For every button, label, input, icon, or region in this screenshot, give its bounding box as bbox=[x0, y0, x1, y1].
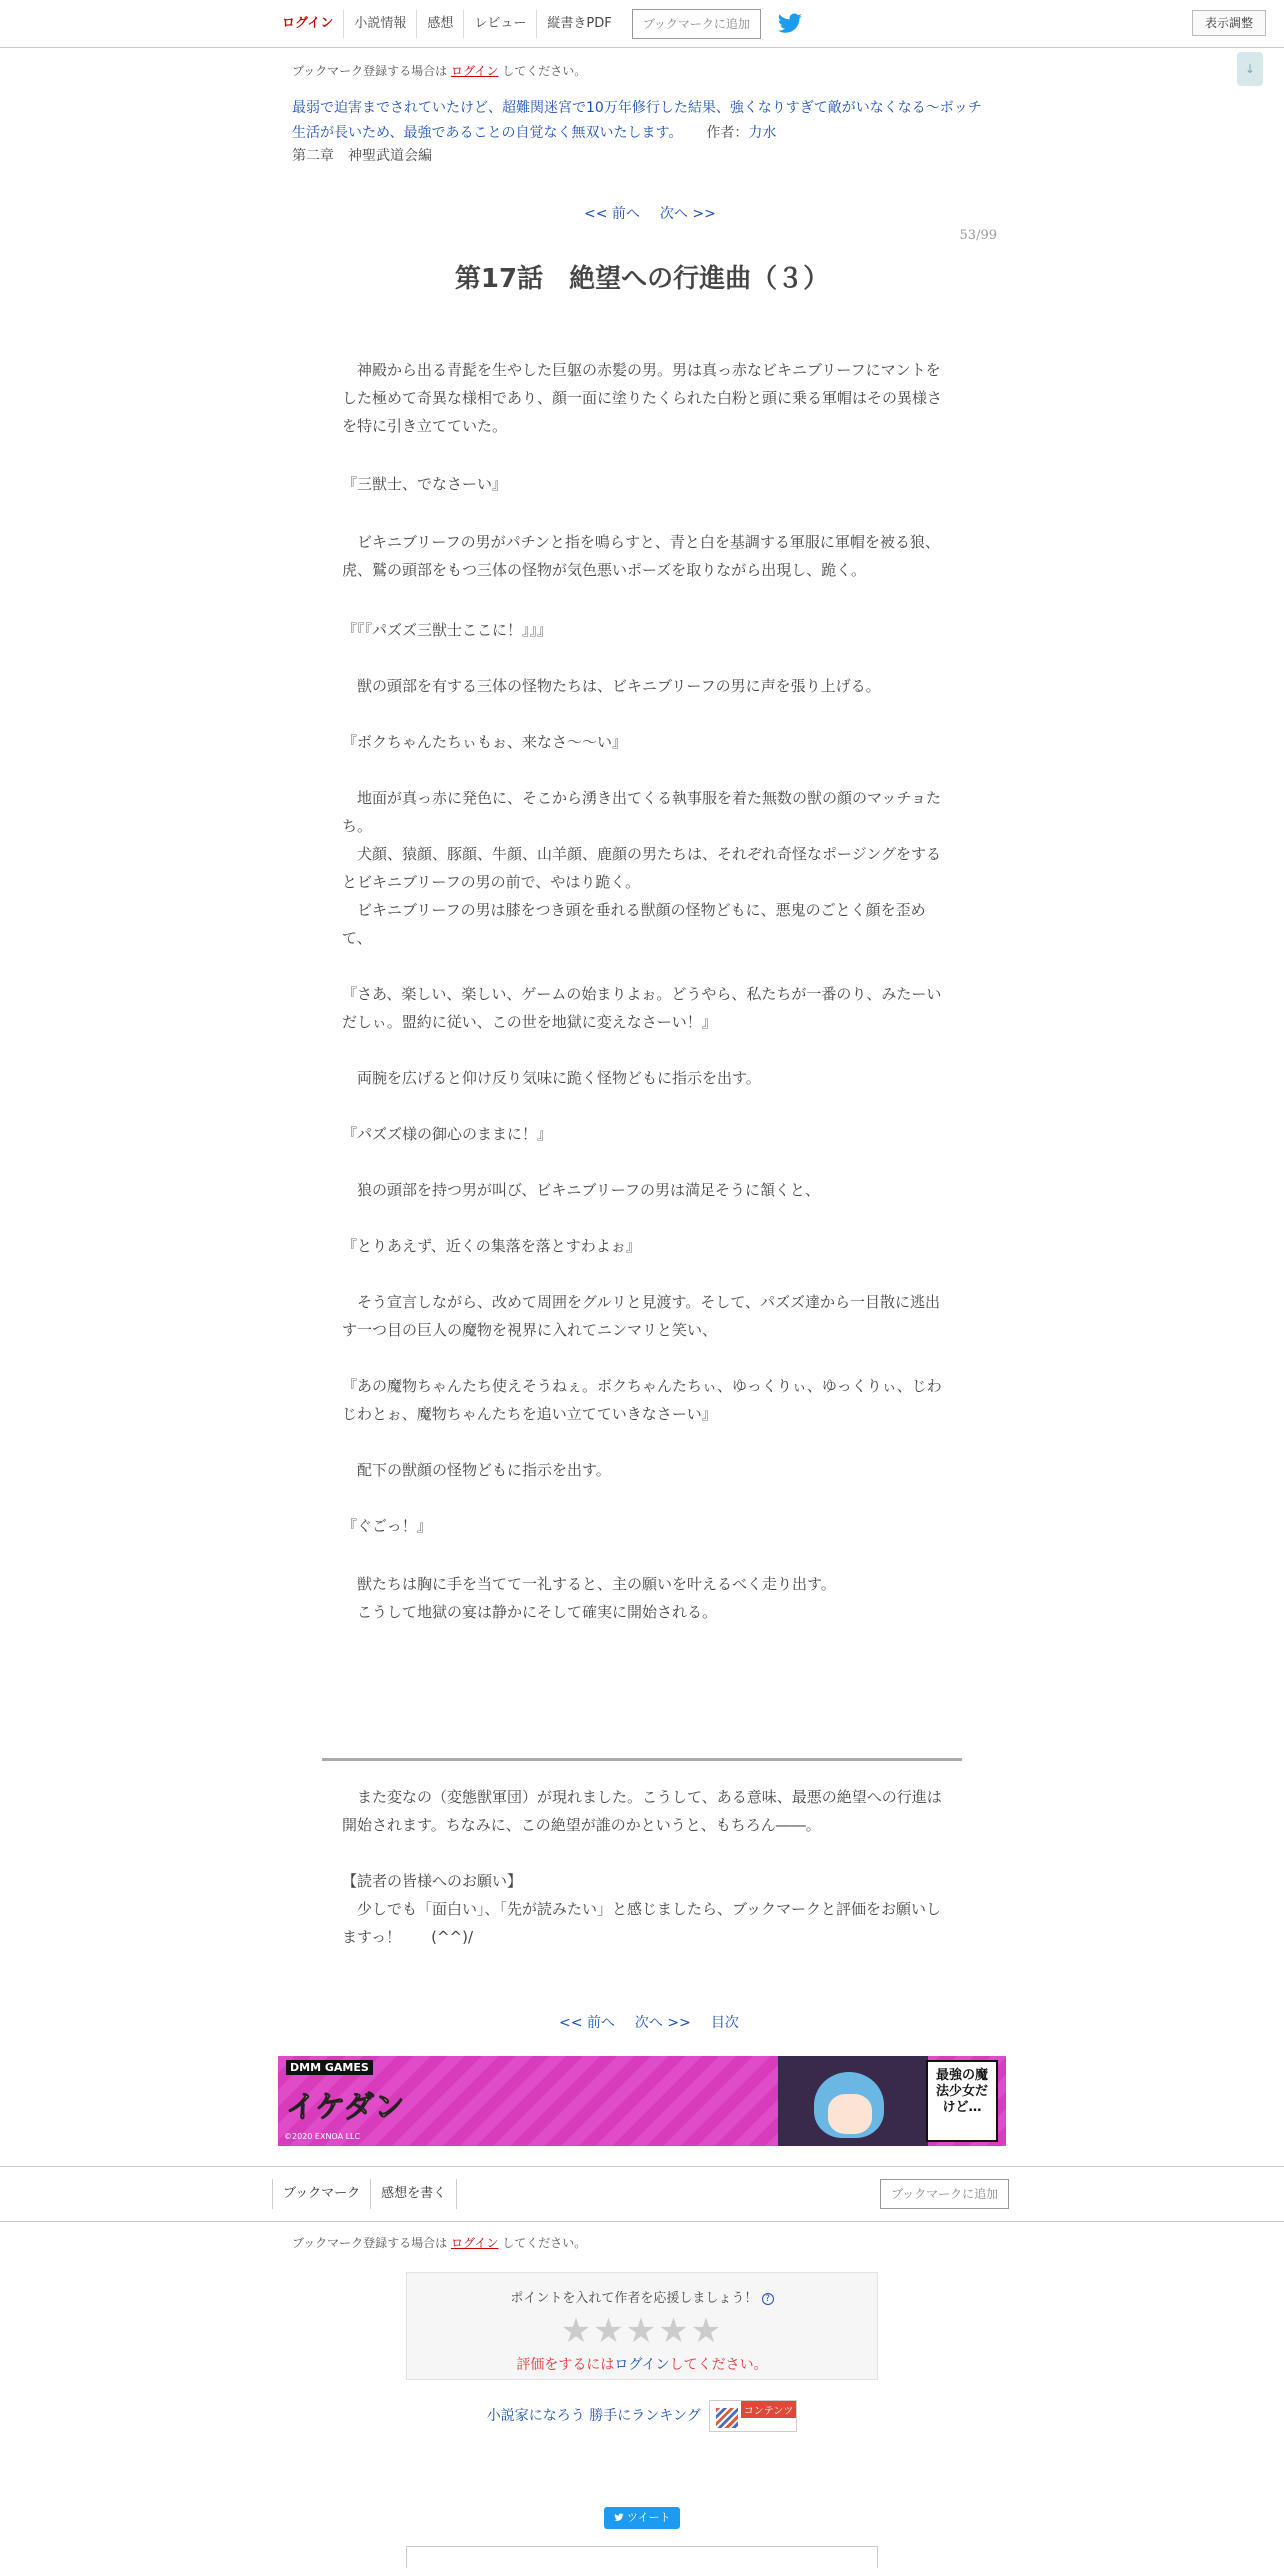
tweet-bird-icon bbox=[614, 2513, 624, 2522]
body-paragraph: 神殿から出る青髭を生やした巨躯の赤髪の男。男は真っ赤なビキニブリーフにマントをした極めて奇異な様相であり、顔一面に塗りたくられた白粉と頭に乗る軍帽はその異様さを特に引き立てていた。 bbox=[342, 361, 943, 435]
display-settings-button[interactable]: 表示調整 bbox=[1192, 10, 1266, 36]
bookmark-add-button[interactable]: ブックマークに追加 bbox=[632, 9, 761, 39]
ranking-row bbox=[0, 2400, 1284, 2432]
top-navigation bbox=[0, 0, 1284, 48]
prev-link[interactable]: << 前へ bbox=[584, 206, 640, 222]
next-link[interactable]: 次へ >> bbox=[659, 206, 716, 222]
page-number: 53/99 bbox=[959, 228, 997, 243]
rating-box bbox=[406, 2272, 878, 2380]
tweet-label: ツイート bbox=[627, 2511, 671, 2524]
body-paragraph: 『ボクちゃんたちぃもぉ、来なさ～～い』 bbox=[342, 733, 628, 751]
twitter-bird-icon[interactable] bbox=[777, 13, 803, 35]
next-link-bottom[interactable]: 次へ >> bbox=[634, 2015, 691, 2031]
pager-top bbox=[584, 203, 716, 223]
body-paragraph: 地面が真っ赤に発色に、そこから湧き出てくる執事服を着た無数の獣の顔のマッチョたち。 犬顔、猿顔、豚顔、牛顔、山羊顔、鹿顔の男たちは、それぞれ奇怪なポージングをするとビキニブリーフの男の前で、やはり跪く。 ビキニブリーフの男は膝をつき頭を垂れる獣顔の怪物どもに、悪鬼のごとく顔を歪めて、 bbox=[342, 789, 942, 947]
body-paragraph: 『三獣士、でなさーい』 bbox=[342, 475, 508, 493]
body-paragraph: 獣の頭部を有する三体の怪物たちは、ビキニブリーフの男に声を張り上げる。 bbox=[342, 677, 881, 695]
ad-maker-logo: DMM GAMES bbox=[286, 2060, 373, 2075]
body-paragraph: 『あの魔物ちゃんたち使えそうねぇ。ボクちゃんたちぃ、ゆっくりぃ、ゆっくりぃ、じわじわとぉ、魔物ちゃんたちを追い立てていきなさーい』 bbox=[342, 1377, 942, 1423]
login-note-link[interactable]: ログイン bbox=[451, 2236, 499, 2250]
rating-login-link[interactable]: ログイン bbox=[614, 2357, 670, 2373]
vertical-pdf-link[interactable]: 縦書きPDF bbox=[536, 10, 621, 38]
novel-body bbox=[342, 356, 942, 1626]
novel-info-link[interactable]: 小説情報 bbox=[343, 10, 416, 38]
bookmark-link[interactable]: ブックマーク bbox=[272, 2179, 371, 2209]
bookmark-add-button-bottom[interactable]: ブックマークに追加 bbox=[880, 2179, 1009, 2209]
rating-need-prefix: 評価をするには bbox=[516, 2357, 615, 2373]
body-paragraph: 『ぐごっ！』 bbox=[342, 1517, 432, 1535]
novel-title bbox=[292, 96, 992, 146]
tweet-button[interactable] bbox=[604, 2507, 680, 2529]
rating-title-text: ポイントを入れて作者を応援しましょう！ bbox=[510, 2291, 758, 2306]
rating-login-note bbox=[407, 2354, 877, 2374]
ranking-logo-icon bbox=[716, 2408, 738, 2428]
nav-links bbox=[272, 8, 803, 40]
toc-link[interactable]: 目次 bbox=[710, 2015, 739, 2031]
login-note-bottom bbox=[292, 2234, 586, 2251]
ad-brand-logo: イケダン bbox=[286, 2090, 405, 2125]
help-icon[interactable]: ? bbox=[762, 2293, 774, 2305]
login-note-link[interactable]: ログイン bbox=[451, 64, 499, 78]
body-paragraph: そう宣言しながら、改めて周囲をグルリと見渡す。そして、パズズ達から一目散に逃出す一つ目の巨人の魔物を視界に入れてニンマリと笑い、 bbox=[342, 1293, 941, 1339]
write-impression-link[interactable]: 感想を書く bbox=[371, 2179, 457, 2209]
ad-character-image bbox=[778, 2056, 928, 2146]
afterword bbox=[342, 1783, 942, 1951]
ranking-link[interactable]: 小説家になろう 勝手にランキング bbox=[486, 2408, 701, 2424]
afterword-divider bbox=[322, 1758, 962, 1761]
ad-tagline: 最強の魔法少女だけど… bbox=[926, 2060, 998, 2142]
body-paragraph: 両腕を広げると仰け反り気味に跪く怪物どもに指示を出す。 bbox=[342, 1069, 761, 1087]
body-paragraph: 配下の獣顔の怪物どもに指示を出す。 bbox=[342, 1461, 611, 1479]
login-note-suffix: してください。 bbox=[502, 64, 587, 78]
pager-bottom bbox=[559, 2012, 739, 2032]
body-paragraph: 『『『パズズ三獣士ここに！』』』 bbox=[342, 621, 553, 639]
prev-link-bottom[interactable]: << 前へ bbox=[559, 2015, 615, 2031]
body-paragraph: 『さあ、楽しい、楽しい、ゲームの始まりよぉ。どうやら、私たちが一番のり、みたーいだしぃ。盟約に従い、この世を地獄に変えなさーい！』 bbox=[342, 985, 942, 1031]
ranking-badge-label: コンテンツ bbox=[741, 2401, 797, 2418]
author-label: 作者： bbox=[706, 125, 749, 141]
login-link[interactable]: ログイン bbox=[282, 16, 334, 31]
author-link[interactable]: 力水 bbox=[748, 125, 777, 141]
scroll-down-button[interactable]: ↓ bbox=[1237, 52, 1263, 86]
ranking-badge[interactable] bbox=[709, 2400, 797, 2432]
ad-banner[interactable] bbox=[278, 2056, 1006, 2146]
body-paragraph: 『とりあえず、近くの集落を落とすわよぉ』 bbox=[342, 1237, 641, 1255]
ad-copyright: ©2020 EXNOA LLC bbox=[284, 2132, 361, 2141]
body-paragraph: 『パズズ様の御心のままに！』 bbox=[342, 1125, 553, 1143]
body-paragraph: ビキニブリーフの男がパチンと指を鳴らすと、青と白を基調する軍服に軍帽を被る狼、虎、鷲の頭部をもつ三体の怪物が気色悪いポーズを取りながら出現し、跪く。 bbox=[342, 533, 940, 579]
rating-stars[interactable]: ★★★★★ bbox=[560, 2311, 724, 2351]
novel-title-link[interactable]: 最弱で迫害までされていたけど、超難関迷宮で10万年修行した結果、強くなりすぎて敵がいなくなる～ボッチ生活が長いため、最強であることの自覚なく無双いたします。 bbox=[292, 100, 982, 141]
body-paragraph: 狼の頭部を持つ男が叫び、ビキニブリーフの男は満足そうに頷くと、 bbox=[342, 1181, 821, 1199]
login-note bbox=[292, 62, 586, 79]
afterword-paragraph: 【読者の皆様へのお願い】 少しでも「面白い」、「先が読みたい」と感じましたら、ブックマークと評価をお願いしますっ！ (^^)/ bbox=[342, 1872, 941, 1946]
impressions-link[interactable]: 感想 bbox=[416, 10, 463, 38]
rating-need-suffix: してください。 bbox=[669, 2357, 768, 2373]
rating-title bbox=[407, 2287, 877, 2306]
next-section-box bbox=[406, 2546, 878, 2568]
bottom-bar bbox=[0, 2166, 1284, 2222]
episode-title: 第17話 絶望への行進曲（３） bbox=[454, 264, 830, 294]
login-note-prefix: ブックマーク登録する場合は bbox=[292, 2236, 448, 2250]
login-note-prefix: ブックマーク登録する場合は bbox=[292, 64, 448, 78]
login-note-suffix: してください。 bbox=[502, 2236, 587, 2250]
chapter-name: 第二章 神聖武道会編 bbox=[292, 148, 432, 164]
review-link[interactable]: レビュー bbox=[463, 10, 536, 38]
afterword-paragraph: また変なの（変態獣軍団）が現れました。こうして、ある意味、最悪の絶望への行進は開始されます。ちなみに、この絶望が誰のかというと、もちろん――。 bbox=[342, 1788, 942, 1834]
body-paragraph: 獣たちは胸に手を当てて一礼すると、主の願いを叶えるべく走り出す。 こうして地獄の宴は静かにそして確実に開始される。 bbox=[357, 1575, 836, 1621]
